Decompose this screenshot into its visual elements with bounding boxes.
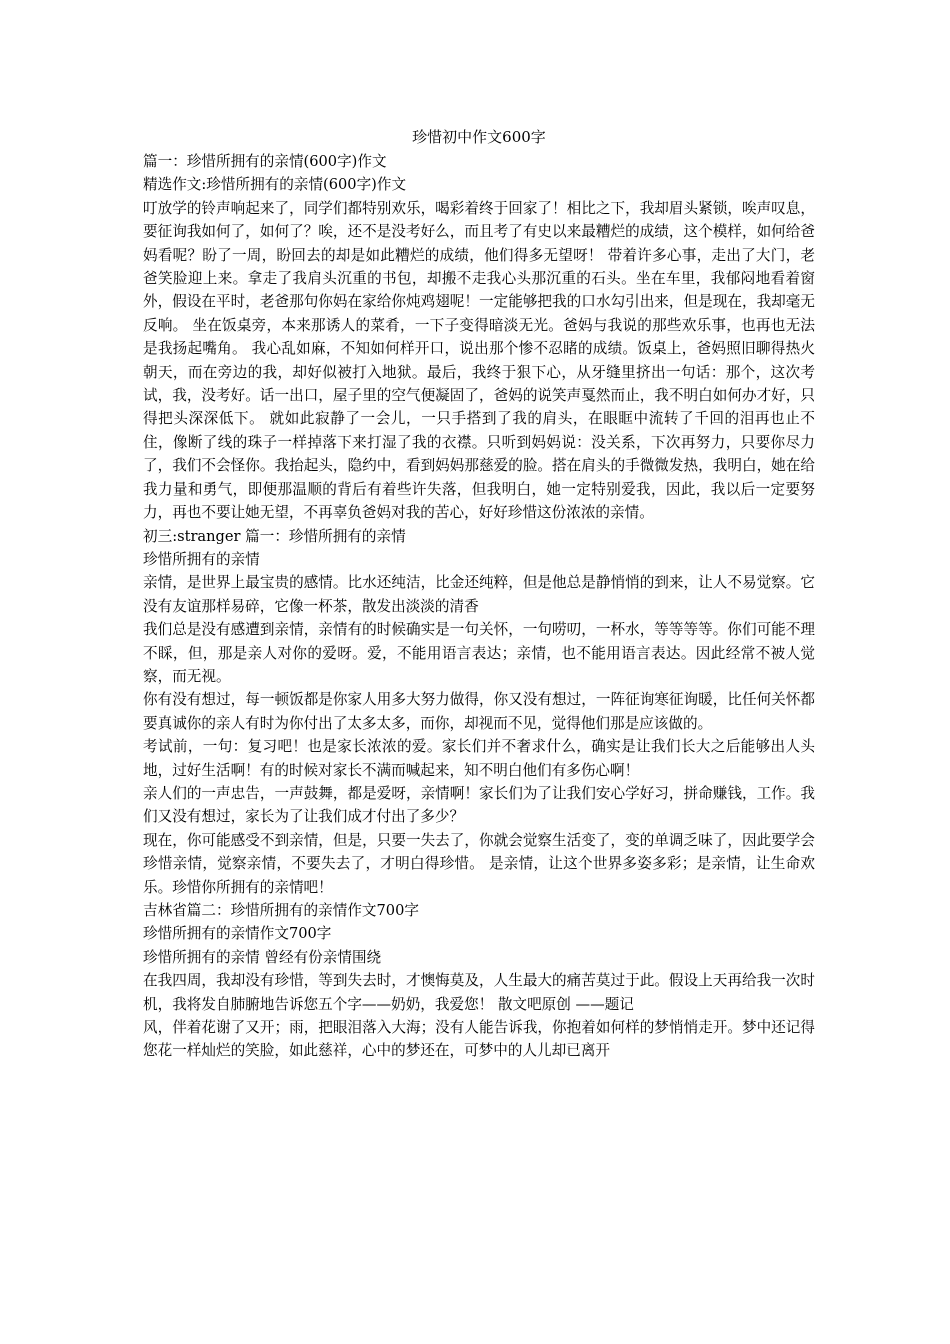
section-subheading: 珍惜所拥有的亲情 曾经有份亲情围绕 (143, 948, 382, 966)
document-body (143, 125, 815, 1063)
section-subheading: 珍惜所拥有的亲情作文700字 (143, 925, 332, 943)
paragraph: 现在，你可能感受不到亲情，但是，只要一失去了，你就会觉察生活变了，变的单调乏味了，因此要学会珍惜亲情，觉察亲情，不要失去了，才明白得珍惜。 是亲情，让这个世界多姿多彩；是亲情，让生命欢乐。珍惜你所拥有的亲情吧！ (143, 831, 815, 896)
paragraph: 考试前，一句：复习吧！也是家长浓浓的爱。家长们并不奢求什么，确实是让我们长大之后能够出人头地，过好生活啊！有的时候对家长不满而喊起来，知不明白他们有多伤心啊！ (143, 738, 815, 779)
paragraph: 叮放学的铃声响起来了，同学们都特别欢乐，喝彩着终于回家了！相比之下，我却眉头紧锁，唉声叹息，要征询我如何了，如何了？唉，还不是没考好么，而且考了有史以来最糟烂的成绩，这个模样，如何给爸妈看呢？盼了一周，盼回去的却是如此糟烂的成绩，他们得多无望呀！ 带着许多心事，走出了大门，老爸笑脸迎上来。拿走了我肩头沉重的书包，却搬不走我心头那沉重的石头。坐在车里，我郁闷地看着窗外，假设在平时，老爸那句你妈在家给你炖鸡翅呢！一定能够把我的口水勾引出来，但是现在，我却毫无反响。 坐在饭桌旁，本来那诱人的菜肴，一下子变得暗淡无光。爸妈与我说的那些欢乐事，也再也无法是我扬起嘴角。 我心乱如麻，不知如何样开口，说出那个惨不忍睹的成绩。饭桌上，爸妈照旧聊得热火朝天，而在旁边的我，却好似被打入地狱。最后，我终于狠下心，从牙缝里挤出一句话：那个，这次考试，我，没考好。话一出口，屋子里的空气便凝固了，爸妈的说笑声戛然而止，我不明白如何办才好，只得把头深深低下。 就如此寂静了一会儿，一只手搭到了我的肩头，在眼眶中流转了千回的泪再也止不住，像断了线的珠子一样掉落下来打湿了我的衣襟。只听到妈妈说：没关系，下次再努力，只要你尽力了，我们不会怪你。我抬起头，隐约中，看到妈妈那慈爱的脸。搭在肩头的手微微发热，我明白，她在给我力量和勇气，即便那温顺的背后有着些许失落，但我明白，她一定特别爱我，因此，我以后一定要努力，再也不要让她无望，不再辜负爸妈对我的苦心，好好珍惜这份浓浓的亲情。 (143, 199, 815, 522)
paragraph: 亲人们的一声忠告，一声鼓舞，都是爱呀，亲情啊！家长们为了让我们安心学好习，拼命赚钱，工作。我们又没有想过，家长为了让我们成才付出了多少？ (143, 784, 815, 826)
paragraph: 在我四周，我却没有珍惜，等到失去时，才懊悔莫及，人生最大的痛苦莫过于此。假设上天再给我一次时机，我将发自肺腑地告诉您五个字——奶奶，我爱您！ 散文吧原创 ——题记 (143, 972, 815, 1013)
section-subheading: 精选作文:珍惜所拥有的亲情(600字)作文 (143, 176, 407, 194)
paragraph: 你有没有想过，每一顿饭都是你家人用多大努力做得，你又没有想过，一阵征询寒征询暖，比任何关怀都要真诚你的亲人有时为你付出了太多太多，而你，却视而不见，觉得他们那是应该做的。 (143, 691, 815, 732)
page-title: 珍惜初中作文600字 (412, 128, 546, 146)
section-heading: 篇一：珍惜所拥有的亲情(600字)作文 (143, 153, 387, 170)
paragraph: 亲情，是世界上最宝贵的感情。比水还纯洁，比金还纯粹，但是他总是静悄悄的到来，让人不易觉察。它没有友谊那样易碎，它像一杯茶，散发出淡淡的清香 (143, 574, 815, 615)
paragraph: 我们总是没有感遭到亲情，亲情有的时候确实是一句关怀，一句唠叨，一杯水，等等等等。你们可能不理不睬，但，那是亲人对你的爱呀。爱，不能用语言表达；亲情，也不能用语言表达。因此经常不被人觉察，而无视。 (143, 621, 815, 685)
section-heading: 吉林省篇二：珍惜所拥有的亲情作文700字 (143, 902, 419, 919)
section-subheading: 珍惜所拥有的亲情 (143, 550, 260, 568)
paragraph: 风，伴着花谢了又开；雨，把眼泪落入大海；没有人能告诉我，你抱着如何样的梦悄悄走开。梦中还记得您花一样灿烂的笑脸，如此慈祥，心中的梦还在，可梦中的人儿却已离开 (143, 1019, 815, 1060)
section-heading: 初三:stranger 篇一：珍惜所拥有的亲情 (143, 527, 406, 545)
